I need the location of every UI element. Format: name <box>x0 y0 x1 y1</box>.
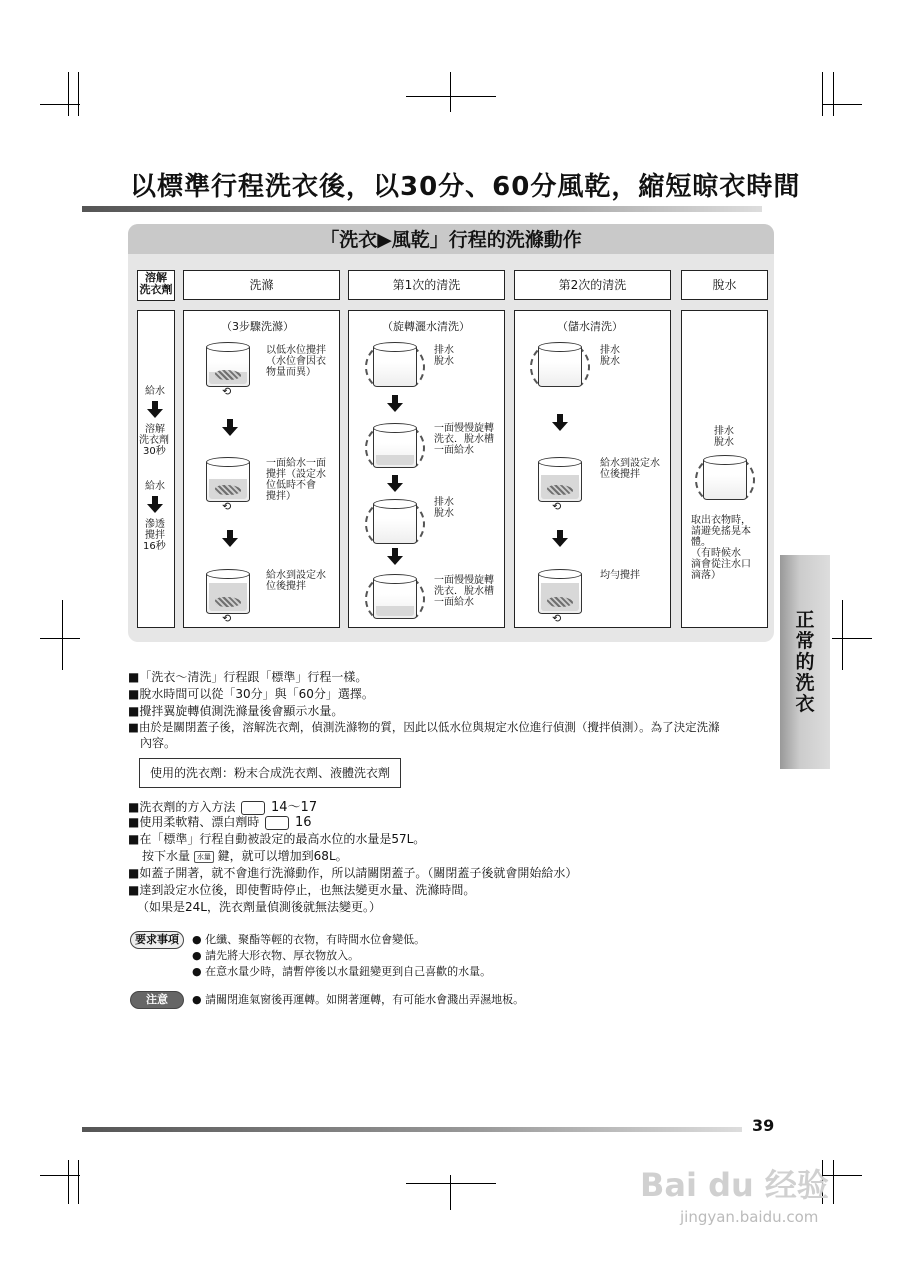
requirements-badge: 要求事項 <box>130 931 184 949</box>
watermark-logo: Bai du 经验 <box>640 1166 829 1204</box>
crop-mark <box>78 72 79 116</box>
rotate-icon: ⟲ <box>222 612 232 625</box>
header-wash: 洗滌 <box>183 270 340 300</box>
caution-item: ● 請關閉進氣窗後再運轉。如開著運轉，有可能水會濺出弄濕地板。 <box>192 993 525 1006</box>
requirement-item: ● 請先將大形衣物、厚衣物放入。 <box>192 949 360 962</box>
crop-mark <box>833 1160 834 1204</box>
bullet-text: ■由於是關閉蓋子後，溶解洗衣劑，偵測洗滌物的質，因此以低水位與規定水位進行偵測（攪拌偵測）。為了決定洗滌 <box>128 720 720 734</box>
spin-note: 排水 脫水 <box>714 426 734 448</box>
crop-mark <box>62 600 63 670</box>
rinse2-note: 均勻攪拌 <box>600 570 640 581</box>
crop-mark <box>40 104 80 105</box>
bullet-text: ■脫水時間可以從「30分」與「60分」選擇。 <box>128 687 374 701</box>
rinse1-note: 一面慢慢旋轉 洗衣．脫水槽 一面給水 <box>434 423 494 456</box>
crop-mark <box>68 1160 69 1204</box>
crop-mark <box>78 1160 79 1204</box>
detergent-box: 使用的洗衣劑：粉末合成洗衣劑、液體洗衣劑 <box>139 758 401 788</box>
bullet-text: ■如蓋子開著，就不會進行洗滌動作，所以請關閉蓋子。（關閉蓋子後就會開始給水） <box>128 866 578 880</box>
bullet-ref <box>128 813 312 830</box>
dissolve-step: 30秒 <box>143 446 166 457</box>
dissolve-step: 洗衣劑 <box>139 435 169 446</box>
rinse1-note: 一面慢慢旋轉 洗衣．脫水槽 一面給水 <box>434 575 494 608</box>
requirement-item: ● 在意水量少時，請暫停後以水量鈕變更到自己喜歡的水量。 <box>192 965 492 978</box>
bullet-text: ■洗衣劑的方入方法 <box>128 800 236 814</box>
pointing-hand-icon <box>265 816 289 830</box>
bullet-text: ■使用柔軟精、漂白劑時 <box>128 815 260 829</box>
bullet-text: ■「洗衣～清洗」行程跟「標準」行程一樣。 <box>128 670 368 684</box>
crop-mark <box>822 72 823 116</box>
page-ref: 16 <box>295 815 312 830</box>
crop-mark <box>842 600 843 670</box>
rinse1-note: 排水 脫水 <box>434 497 454 519</box>
rinse1-subtitle: （旋轉灑水清洗） <box>382 320 470 333</box>
rotate-icon: ⟲ <box>222 500 232 513</box>
caution-badge: 注意 <box>130 991 184 1009</box>
washer-tub-icon <box>538 572 582 614</box>
crop-mark <box>450 1175 451 1210</box>
water-level-key: 水量 <box>194 851 214 863</box>
crop-mark <box>406 96 496 97</box>
washer-tub-icon <box>373 577 417 619</box>
bullet-text: 內容。 <box>128 736 177 750</box>
rinse2-subtitle: （儲水清洗） <box>557 320 623 333</box>
footer-rule <box>82 1127 742 1132</box>
dissolve-step: 溶解 <box>145 424 165 435</box>
rotate-icon: ⟲ <box>552 500 562 513</box>
crop-mark <box>822 104 862 105</box>
crop-mark <box>833 72 834 116</box>
bullet-text: （如果是24L，洗衣劑量偵測後就無法變更。） <box>137 900 381 914</box>
bullet-text: ■攪拌翼旋轉偵測洗滌量後會顯示水量。 <box>128 704 344 718</box>
requirement-item: ● 化纖、聚酯等輕的衣物，有時間水位會變低。 <box>192 933 426 946</box>
header-rinse1: 第1次的清洗 <box>348 270 505 300</box>
watermark-url: jingyan.baidu.com <box>680 1208 819 1226</box>
page-number: 39 <box>752 1116 775 1135</box>
crop-mark <box>40 1175 80 1176</box>
dissolve-step: 給水 <box>145 386 165 397</box>
column-dissolve <box>137 310 175 628</box>
washer-tub-icon <box>703 458 747 500</box>
washer-tub-icon <box>373 345 417 387</box>
wash-subtitle: （3步驟洗滌） <box>221 320 294 333</box>
header-rinse2: 第2次的清洗 <box>514 270 671 300</box>
title-rule <box>82 206 762 212</box>
washer-tub-icon <box>538 345 582 387</box>
rotate-icon: ⟲ <box>552 612 562 625</box>
dissolve-step: 16秒 <box>143 541 166 552</box>
wash-note: 給水到設定水 位後攪拌 <box>266 570 326 592</box>
bullet-line <box>142 847 348 864</box>
wash-note: 以低水位攪拌 （水位會因衣 物量而異） <box>266 345 326 378</box>
section-tab-label: 正常的洗衣 <box>795 609 815 715</box>
wash-note: 一面給水一面 攪拌（設定水 位低時不會 攪拌） <box>266 458 326 502</box>
rinse2-note: 給水到設定水 位後攪拌 <box>600 458 660 480</box>
bullet-text: ■在「標準」行程自動被設定的最高水位的水量是57L。 <box>128 832 426 846</box>
bullet-text: 按下水量 <box>142 849 191 863</box>
washer-tub-icon <box>373 426 417 468</box>
rinse2-note: 排水 脫水 <box>600 345 620 367</box>
washer-tub-icon <box>206 345 250 387</box>
crop-mark <box>68 72 69 116</box>
header-dissolve-label: 溶解 洗衣劑 <box>139 271 173 296</box>
washer-tub-icon <box>538 460 582 502</box>
washer-tub-icon <box>373 502 417 544</box>
dissolve-step: 給水 <box>145 481 165 492</box>
bullet-text: ■達到設定水位後，即使暫時停止，也無法變更水量、洗滌時間。 <box>128 883 476 897</box>
crop-mark <box>406 1183 496 1184</box>
dissolve-step: 攪拌 <box>145 530 165 541</box>
crop-mark <box>832 638 872 639</box>
header-spin: 脫水 <box>681 270 768 300</box>
panel-heading: 「洗衣▶風乾」行程的洗滌動作 <box>128 224 774 254</box>
crop-mark <box>450 72 451 112</box>
rotate-icon: ⟲ <box>222 385 232 398</box>
dissolve-step: 滲透 <box>145 519 165 530</box>
page-title: 以標準行程洗衣後，以30分、60分風乾，縮短晾衣時間 <box>130 172 801 202</box>
spin-note: 取出衣物時， 請避免搖晃本 體。 （有時候水 滴會從注水口 滴落） <box>691 515 751 581</box>
washer-tub-icon <box>206 460 250 502</box>
header-dissolve <box>137 270 175 301</box>
bullet-text: 鍵，就可以增加到68L。 <box>217 849 348 863</box>
page-ref: 14～17 <box>271 800 318 815</box>
crop-mark <box>40 638 80 639</box>
rinse1-note: 排水 脫水 <box>434 345 454 367</box>
washer-tub-icon <box>206 572 250 614</box>
